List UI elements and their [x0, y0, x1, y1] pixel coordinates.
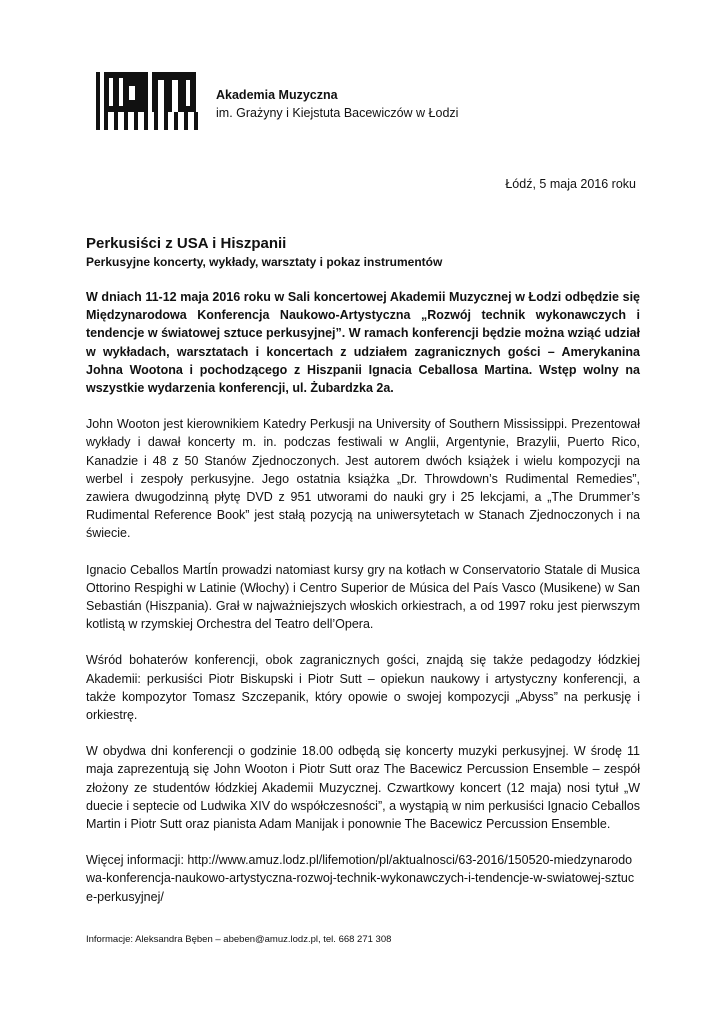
academy-logo [96, 72, 200, 135]
institution-block [216, 86, 458, 122]
paragraph-teachers: Wśród bohaterów konferencji, obok zagranicznych gości, znajdą się także pedagodzy łódzkiej Akademii: perkusiści Piotr Biskupski i Piotr Sutt – opiekun naukowy i artystyczny konferencji, a także kompozytor Tomasz Szczepanik, który opowie o swojej kompozycji „Abyss” na perkusję i orkiestrę. [86, 653, 640, 723]
date-line: Łódź, 5 maja 2016 roku [505, 177, 636, 191]
article-subtitle: Perkusyjne koncerty, wykłady, warsztaty i pokaz instrumentów [86, 255, 443, 269]
institution-patron: im. Grażyny i Kiejstuta Bacewiczów w Łodzi [216, 106, 459, 120]
paragraph-concerts: W obydwa dni konferencji o godzinie 18.00 odbędą się koncerty muzyki perkusyjnej. W środę 11 maja zaprezentują się John Wooton i Piotr Sutt oraz The Bacewicz Percussion Ensemble – zespół złożony ze studentów łódzkiej Akademii Muzycznej. Czwartkowy koncert (12 maja) nosi tytuł „W duecie i septecie od Ludwika XIV do współczesności”, a wystąpią w nim perkusiści Ignacio Ceballos Martin i Piotr Sutt oraz pianista Adam Manijak i ponownie The Bacewicz Percussion Ensemble. [86, 744, 640, 832]
article-title: Perkusiści z USA i Hiszpanii [86, 235, 287, 252]
footer-contact: Informacje: Aleksandra Bęben – abeben@amuz.lodz.pl, tel. 668 271 308 [86, 934, 392, 945]
lead-paragraph: W dniach 11-12 maja 2016 roku w Sali koncertowej Akademii Muzycznej w Łodzi odbędzie się Międzynarodowa Konferencja Naukowo-Artystyczna „Rozwój technik wykonawczych i tendencje w światowej sztuce perkusyjnej”. W ramach konferencji będzie można wziąć udział w wykładach, warsztatach i koncertach z udziałem zagranicznych gości – Amerykanina Johna Wootona i pochodzącego z Hiszpanii Ignacia Ceballosa Martina. Wstęp wolny na wszystkie wydarzenia konferencji, ul. Żubardzka 2a. [86, 290, 640, 396]
paragraph-wooton: John Wooton jest kierownikiem Katedry Perkusji na University of Southern Mississippi. Prezentował wykłady i dawał koncerty m. in. podczas festiwali w Anglii, Argentynie, Brazylii, Puerto Rico, Kanadzie i 48 z 50 Stanów Zjednoczonych. Jest autorem dwóch książek i wielu kompozycji na werbel i zespoły perkusyjne. Jego ostatnia książka „Dr. Throwdown’s Rudimental Remedies”, zawiera dwugodzinną płytę DVD z 951 utworami do nauki gry i 25 lekcjami, a „The Drummer’s Rudimental Reference Book” jest stałą pozycją na uniwersytetach w Stanach Zjednoczonych i na świecie. [86, 417, 640, 541]
paragraph-ceballos: Ignacio Ceballos MartÍn prowadzi natomiast kursy gry na kotłach w Conservatorio Statale di Musica Ottorino Respighi w Latinie (Włochy) i Centro Superior de Música del País Vasco (Musikene) w San Sebastián (Hiszpania). Grał w najważniejszych włoskich orkiestrach, a od 1997 roku jest pierwszym kotlistą w rzymskiej Orchestra del Teatro dell’Opera. [86, 562, 640, 632]
more-info-link[interactable]: Więcej informacji: http://www.amuz.lodz.pl/lifemotion/pl/aktualnosci/63-2016/150520-miedzynarodowa-konferencja-naukowo-artystyczna-rozwoj-technik-wykonawczych-i-tendencje-w-swiatowej-sztuce-perkusyjnej/ [86, 853, 635, 904]
article [86, 235, 640, 906]
institution-name: Akademia Muzyczna [216, 88, 338, 102]
am-piano-keys-icon [96, 72, 200, 130]
